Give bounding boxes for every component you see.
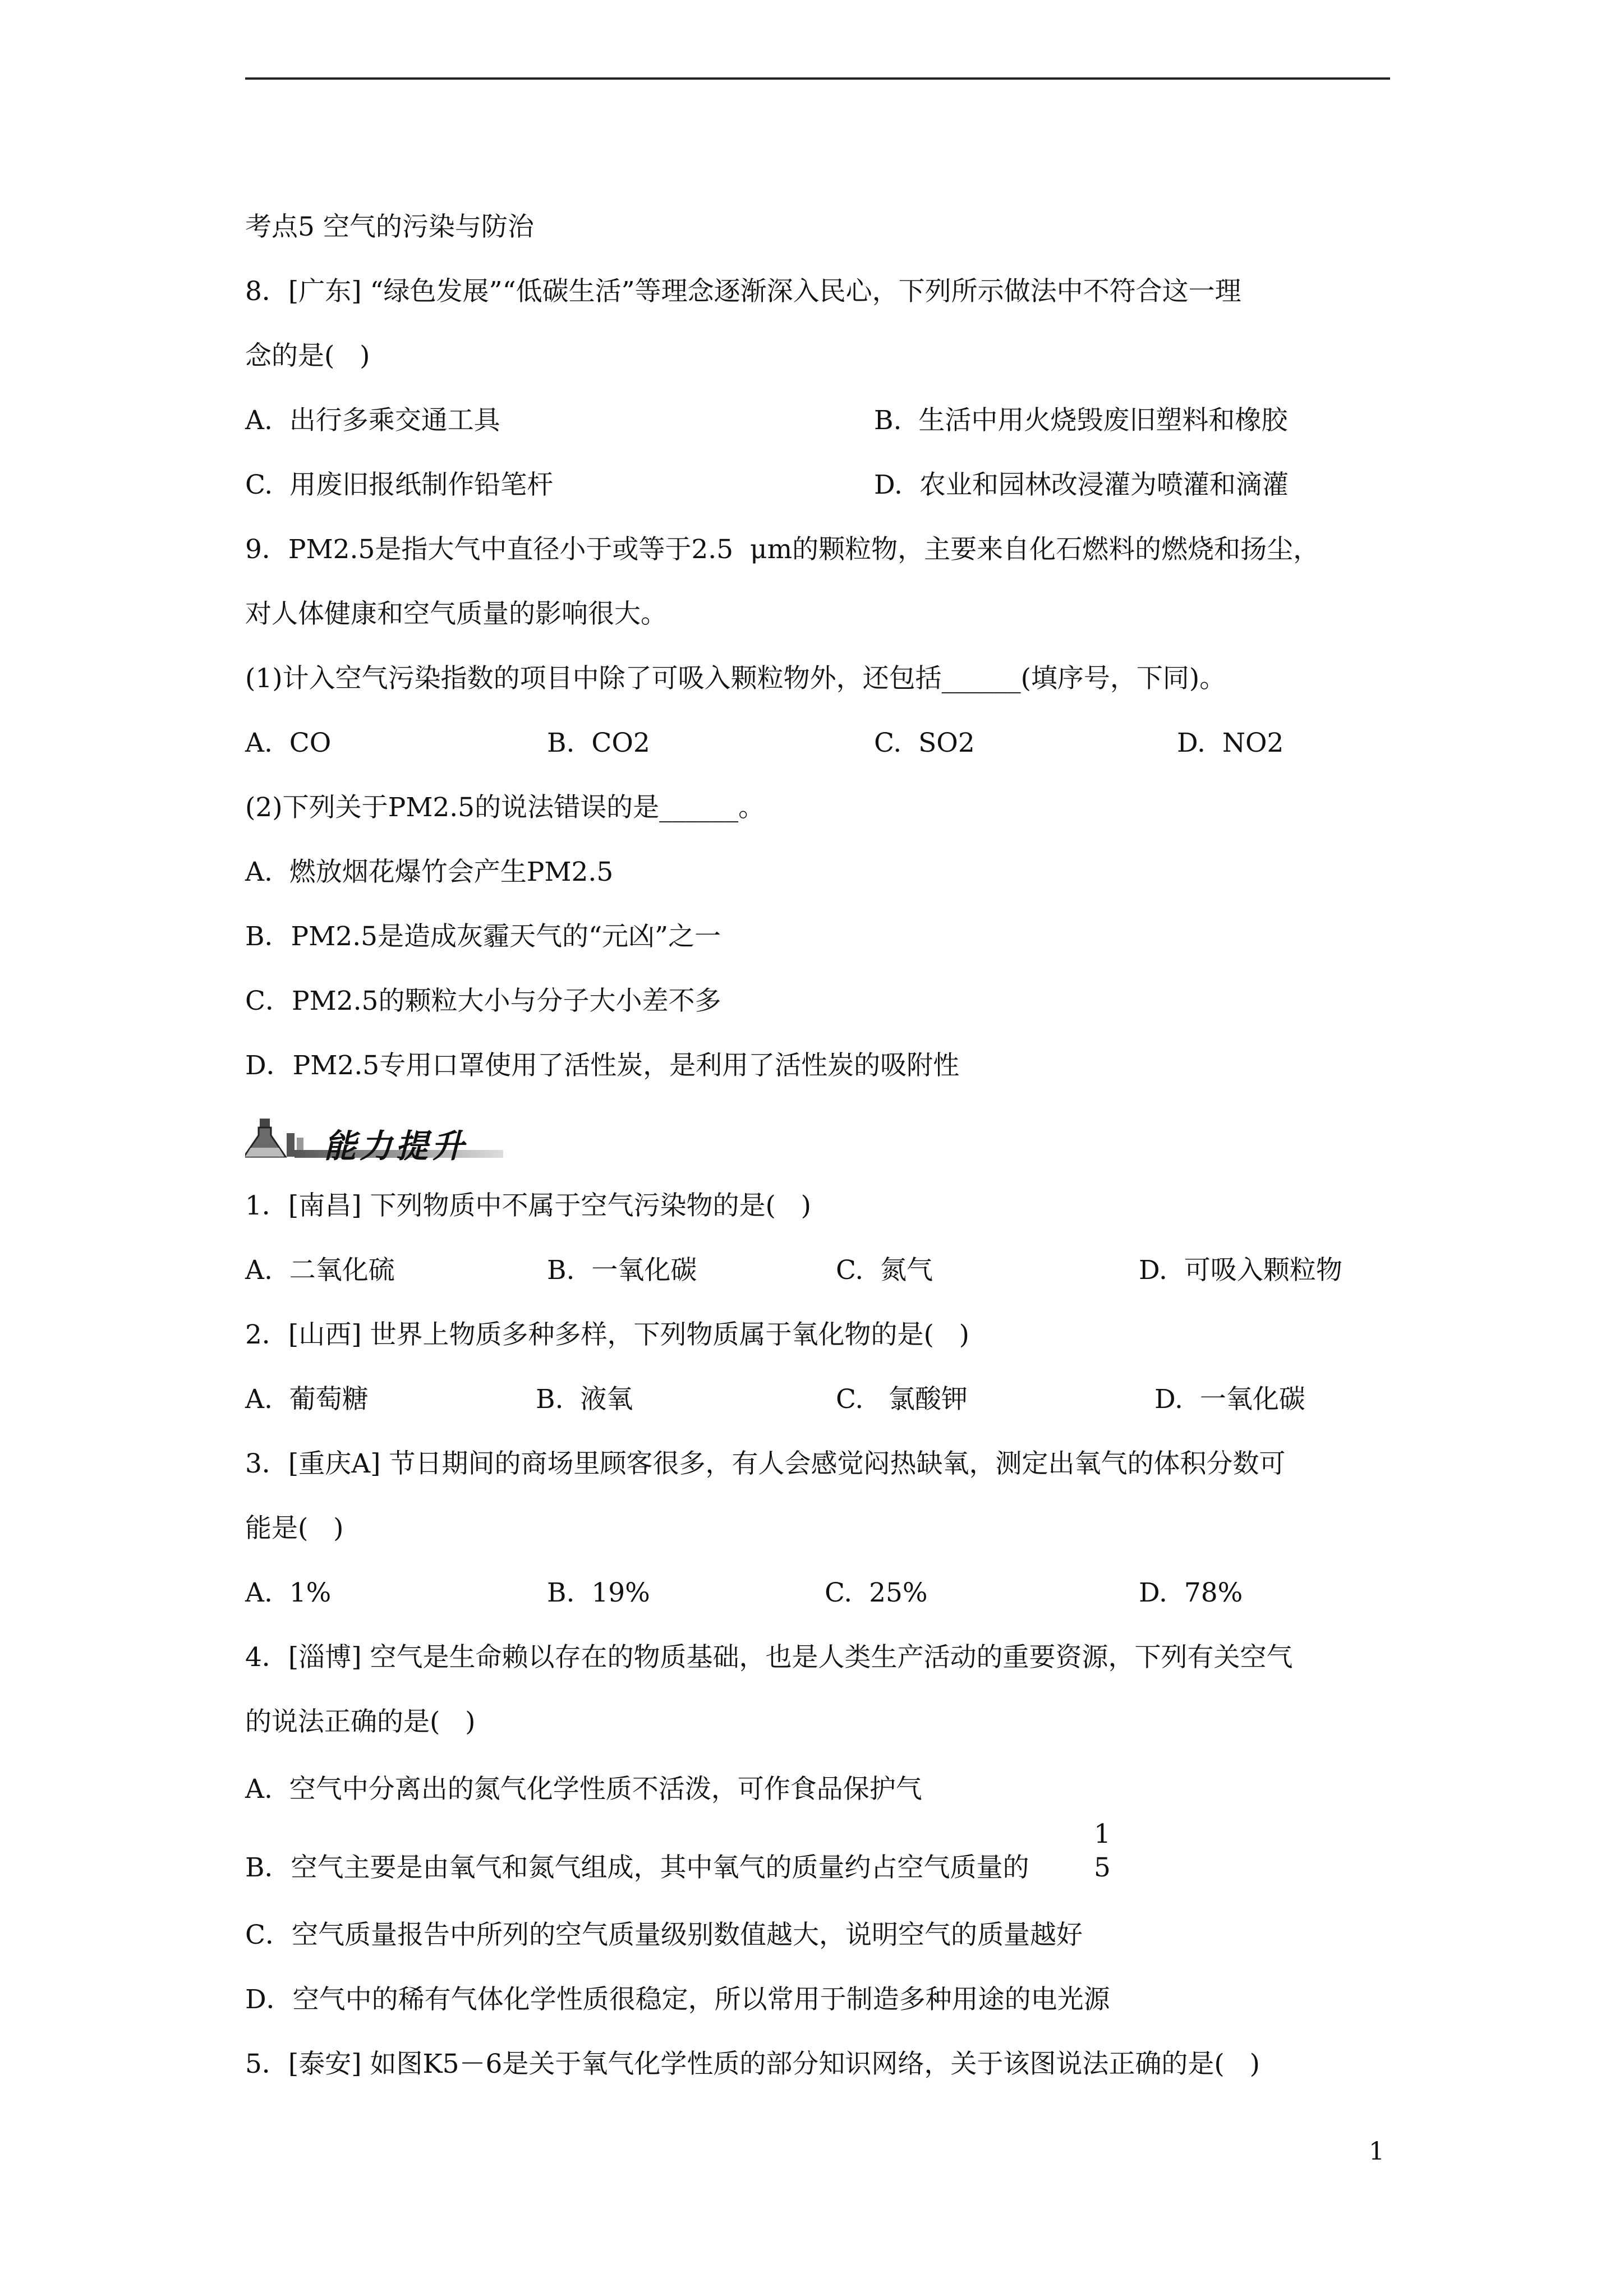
a4-option-c: C．空气质量报告中所列的空气质量级别数值越大，说明空气的质量越好 [245,1920,1083,1950]
a2-option-a: A. 葡萄糖 [245,1384,369,1415]
q8-option-a: A. 出行多乘交通工具 [245,405,500,436]
a4-option-b: B．空气主要是由氧气和氮气组成，其中氧气的质量约占空气质量的 [245,1852,1029,1883]
q9-sub1-option-b: B. CO2 [547,728,650,758]
a2-option-c: C. 氯酸钾 [836,1384,968,1415]
page-number: 1 [1369,2137,1384,2166]
q8-option-c: C. 用废旧报纸制作铅笔杆 [245,470,554,500]
q9-sub1-option-a: A. CO [245,728,332,758]
a4-stem-line1: 4．[淄博] 空气是生命赖以存在的物质基础，也是人类生产活动的重要资源，下列有关空气 [245,1642,1293,1673]
a1-stem: 1．[南昌] 下列物质中不属于空气污染物的是( ) [245,1190,812,1221]
q8-stem-line1: 8．[广东] “绿色发展”“低碳生活”等理念逐渐深入民心，下列所示做法中不符合这一理 [245,276,1241,307]
a1-option-d: D. 可吸入颗粒物 [1139,1255,1342,1286]
a4-option-d: D．空气中的稀有气体化学性质很稳定，所以常用于制造多种用途的电光源 [245,1984,1110,2015]
q9-sub2: (2)下列关于PM2.5的说法错误的是______。 [245,792,765,823]
section-title: 考点5 空气的污染与防治 [245,211,534,242]
q8-option-b: B. 生活中用火烧毁废旧塑料和橡胶 [874,405,1288,436]
a2-stem: 2．[山西] 世界上物质多种多样，下列物质属于氧化物的是( ) [245,1319,970,1350]
q8-option-d: D. 农业和园林改浸灌为喷灌和滴灌 [874,470,1289,500]
a2-option-b: B. 液氧 [536,1384,633,1415]
header-rule [245,77,1390,80]
a1-option-c: C. 氮气 [836,1255,933,1286]
a3-option-d: D. 78% [1139,1577,1243,1608]
a4-option-b-numerator: 1 [1094,1819,1111,1849]
q9-sub2-option-d: D．PM2.5专用口罩使用了活性炭，是利用了活性炭的吸附性 [245,1050,960,1081]
q9-sub1-option-d: D. NO2 [1177,728,1284,758]
q9-stem-line1: 9．PM2.5是指大气中直径小于或等于2.5 μm的颗粒物，主要来自化石燃料的燃烧和扬尘， [245,534,1320,565]
ability-banner [245,1116,503,1165]
a1-option-b: B. 一氧化碳 [547,1255,697,1286]
q9-sub2-option-b: B．PM2.5是造成灰霾天气的“元凶”之一 [245,921,721,952]
a2-option-d: D. 一氧化碳 [1154,1384,1305,1415]
q9-sub1: (1)计入空气污染指数的项目中除了可吸入颗粒物外，还包括______(填序号，下同)。 [245,663,1226,694]
q9-sub2-option-c: C．PM2.5的颗粒大小与分子大小差不多 [245,986,721,1016]
q9-stem-line2: 对人体健康和空气质量的影响很大。 [245,599,667,629]
a1-option-a: A. 二氧化硫 [245,1255,395,1286]
a4-stem-line2: 的说法正确的是( ) [245,1706,476,1737]
a5-stem: 5．[泰安] 如图K5－6是关于氧气化学性质的部分知识网络，关于该图说法正确的是( ) [245,2049,1260,2079]
a4-option-b-denominator: 5 [1094,1852,1111,1883]
q9-sub2-option-a: A. 燃放烟花爆竹会产生PM2.5 [245,857,614,887]
a3-option-c: C. 25% [825,1577,928,1608]
a3-stem-line1: 3．[重庆A] 节日期间的商场里顾客很多，有人会感觉闷热缺氧，测定出氧气的体积分数可 [245,1448,1286,1479]
q8-stem-line2: 念的是( ) [245,341,370,371]
banner-title: 能力提升 [324,1127,468,1165]
a3-stem-line2: 能是( ) [245,1513,344,1544]
q9-sub1-option-c: C. SO2 [874,728,975,758]
a3-option-b: B. 19% [547,1577,650,1608]
a4-option-a: A. 空气中分离出的氮气化学性质不活泼，可作食品保护气 [245,1774,922,1805]
a3-option-a: A. 1% [245,1577,332,1608]
